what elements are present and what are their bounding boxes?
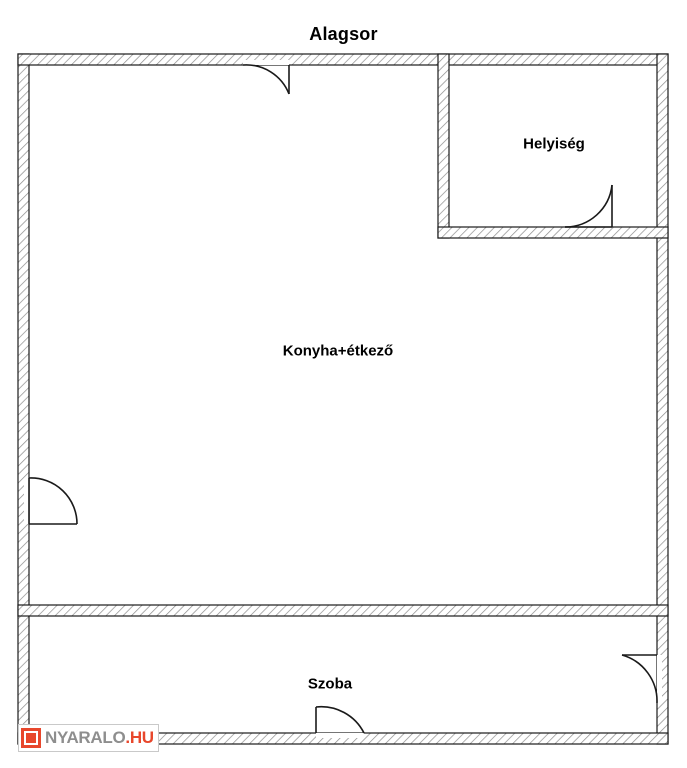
watermark-text [45,728,154,748]
door-symbols [24,60,662,738]
room-label-konyha-etkezo: Konyha+étkező [282,342,394,360]
watermark-text-prefix: NYARALO [45,728,126,747]
page-title: Alagsor [309,24,378,44]
exterior-walls [18,54,668,744]
room-label-helyiseg: Helyiség [523,135,585,153]
room-label-szoba: Szoba [307,675,353,693]
watermark [18,724,159,752]
watermark-text-suffix: .HU [125,728,154,747]
watermark-logo-icon [21,728,41,748]
